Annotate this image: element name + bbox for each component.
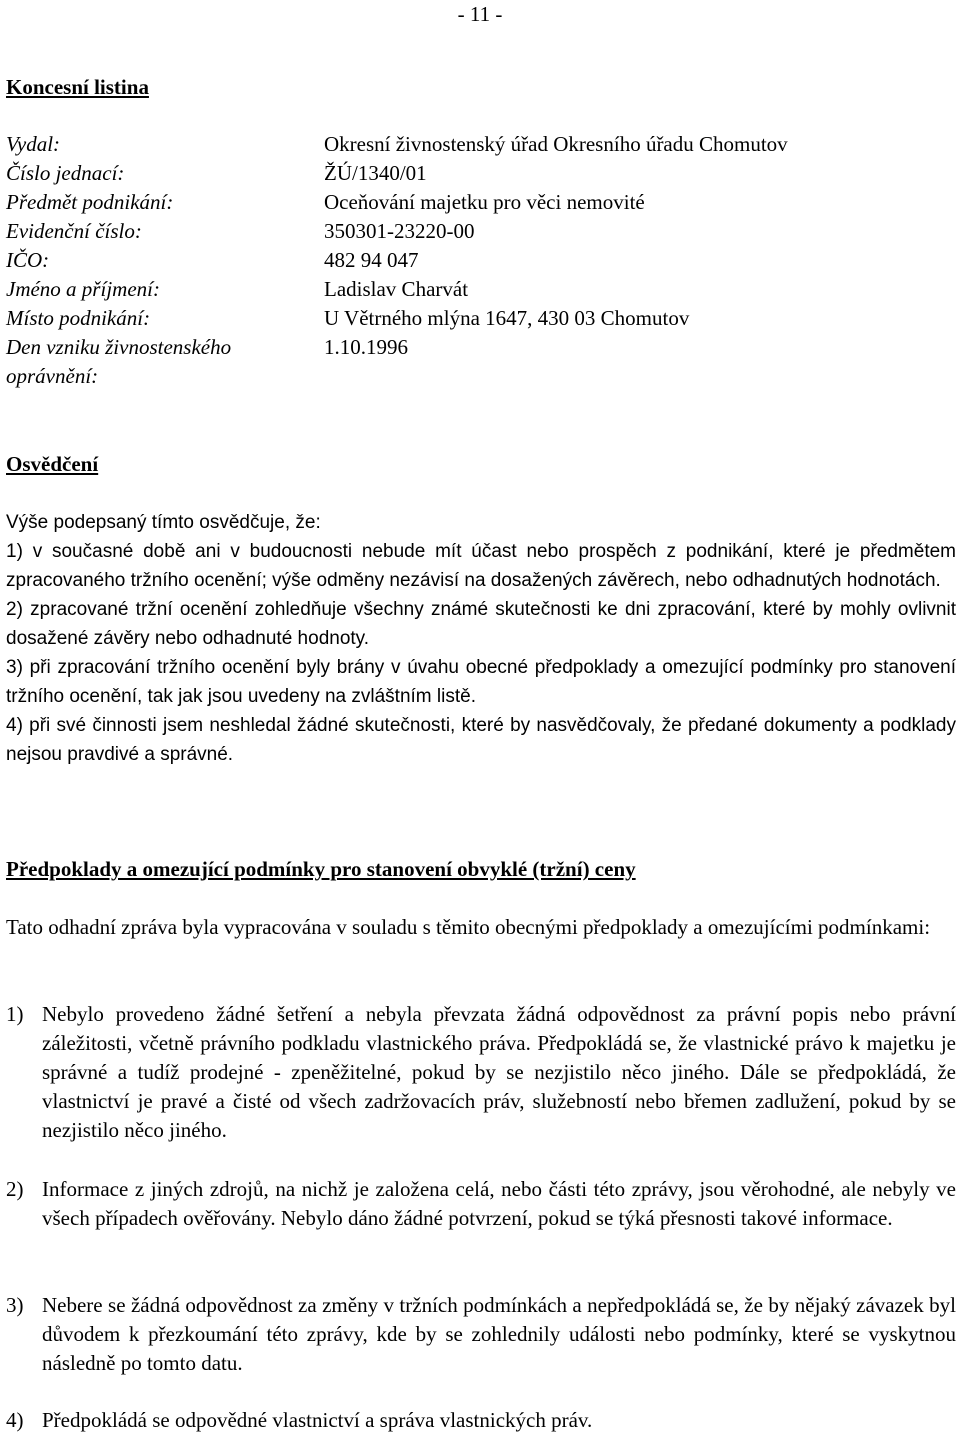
info-row-registration-number [6,217,956,246]
info-label: Číslo jednací: [6,161,125,185]
info-row-name [6,275,956,304]
assumption-text: Nebere se žádná odpovědnost za změny v tržních podmínkách a nepředpokládá se, že by nějaký závazek byl důvodem k přezkoumání této zprávy, kde by se zohlednily události nebo podmínky, které se vyskytnou následně po tomto datu. [42,1293,956,1375]
assumptions-heading: Předpoklady a omezující podmínky pro stanovení obvyklé (tržní) ceny [6,857,636,881]
info-label: Vydal: [6,132,61,156]
info-row-business-subject [6,188,956,217]
info-value: 350301-23220-00 [324,219,475,243]
info-row-ico [6,246,956,275]
assumption-number: 1) [6,1002,24,1026]
license-heading: Koncesní listina [6,75,149,99]
certificate-point: 2) zpracované tržní ocenění zohledňuje všechny známé skutečnosti ke dni zpracování, které by mohly ovlivnit dosažené závěry nebo odhadnuté hodnoty. [6,599,956,649]
certificate-body [6,508,956,769]
info-value: Oceňování majetku pro věci nemovité [324,190,645,214]
assumptions-intro: Tato odhadní zpráva byla vypracována v souladu s těmito obecnými předpoklady a omezujícími podmínkami: [6,915,931,939]
info-value: U Větrného mlýna 1647, 430 03 Chomutov [324,306,690,330]
info-label: Den vzniku živnostenského oprávnění: [6,335,232,388]
assumption-number: 3) [6,1293,24,1317]
info-row-reference [6,159,956,188]
assumption-item [6,1291,956,1378]
certificate-point: 4) při své činnosti jsem neshledal žádné skutečnosti, které by nasvědčovaly, že předané dokumenty a podklady nejsou pravdivé a správné. [6,715,956,765]
info-value: 482 94 047 [324,248,419,272]
info-label: Jméno a příjmení: [6,277,160,301]
info-label: IČO: [6,248,50,272]
assumption-text: Předpokládá se odpovědné vlastnictví a správa vlastnických práv. [42,1408,593,1432]
assumption-item [6,1406,956,1435]
assumption-number: 2) [6,1177,24,1201]
info-label: Evidenční číslo: [6,219,142,243]
certificate-heading: Osvědčení [6,452,99,476]
info-label: Předmět podnikání: [6,190,174,214]
info-value: Ladislav Charvát [324,277,469,301]
certificate-point: 3) při zpracování tržního ocenění byly brány v úvahu obecné předpoklady a omezující podmínky pro stanovení tržního ocenění, tak jak jsou uvedeny na zvláštním listě. [6,657,956,707]
assumption-item [6,1000,956,1145]
license-info-table [6,130,956,391]
info-row-place [6,304,956,333]
assumption-item [6,1175,956,1233]
info-value: ŽÚ/1340/01 [324,161,427,185]
info-value: Okresní živnostenský úřad Okresního úřadu Chomutov [324,132,788,156]
info-row-established [6,333,956,391]
assumption-number: 4) [6,1408,24,1432]
info-label: Místo podnikání: [6,306,151,330]
info-value: 1.10.1996 [324,335,408,359]
certificate-point: 1) v současné době ani v budoucnosti nebude mít účast nebo prospěch z podnikání, které je předmětem zpracovaného tržního ocenění; výše odměny nezávisí na dosažených závěrech, nebo odhadnutých hodnotách. [6,541,956,591]
assumption-text: Nebylo provedeno žádné šetření a nebyla převzata žádná odpovědnost za právní popis nebo právní záležitosti, včetně právního podkladu vlastnického práva. Předpokládá se, že vlastnické právo k majetku je správné a tudíž prodejné - zpeněžitelné, pokud by se nezjistilo něco jiného. Dále se předpokládá, že vlastnictví je pravé a čisté od všech zadržovacích práv, služebností nebo břemen zadlužení, pokud by se nezjistilo něco jiného. [42,1002,956,1142]
certificate-intro: Výše podepsaný tímto osvědčuje, že: [6,512,321,533]
info-row-issuer [6,130,956,159]
assumption-text: Informace z jiných zdrojů, na nichž je založena celá, nebo části této zprávy, jsou věrohodné, ale nebyly ve všech případech ověřovány. Nebylo dáno žádné potvrzení, pokud se týká přesnosti takové informace. [42,1177,956,1230]
page-number: - 11 - [457,2,503,26]
